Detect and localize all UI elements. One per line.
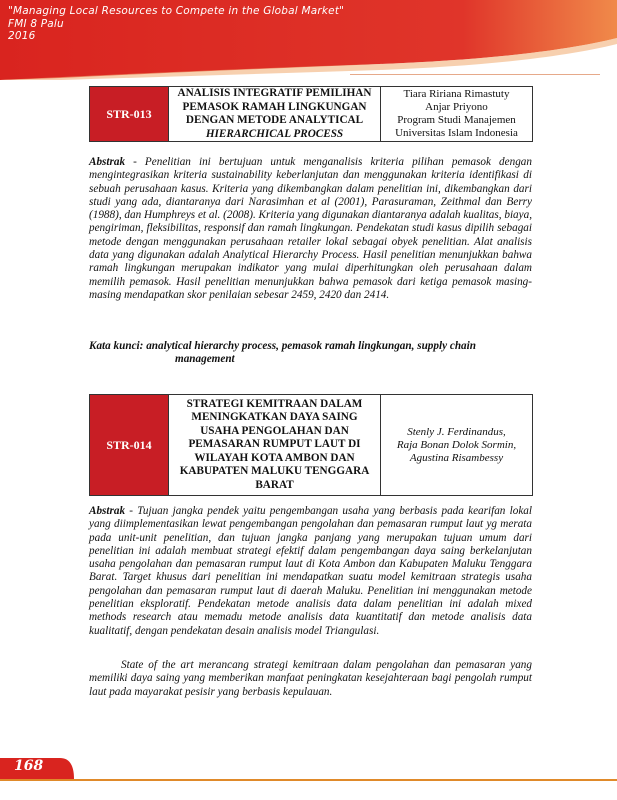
conference-name: FMI 8 Palu [8, 17, 64, 30]
abstract-str-014 [89, 505, 532, 638]
paper-entry-str-014 [89, 394, 533, 496]
conference-theme: "Managing Local Resources to Compete in the Global Market" [8, 5, 345, 17]
keywords-text-cont: management [175, 353, 235, 366]
keywords-label: Kata kunci: [89, 340, 144, 352]
paper-entry-str-013 [89, 86, 533, 142]
abstract-str-014-continued: State of the art merancang strategi kemitraan dalam pengolahan dan pemasaran yang memiliki daya saing yang memberikan manfaat peningkatan kesejahteraan bagi pengolah rumput laut pada mayarakat pesisir yang berbasis kepulauan. [89, 659, 532, 698]
abstract-label: Abstrak [89, 156, 126, 168]
header-divider [350, 74, 600, 75]
page-number-badge [0, 752, 90, 782]
abstract-text: - Tujuan jangka pendek yaitu pengembangan usaha yang berbasis pada kearifan lokal yang diimplementasikan lewat pengembangan pengolahan dan pemasaran rumput laut yg merata pada unit-unit penelitian, dan tujuan jangka panjang yang merupakan tujuan umum dari penelitian ini adalah membuat strategi efektif dalam pengembangan daya saing berkelanjutan usaha pengolahan dan pemasaran rumput laut di Kota Ambon dan Kabupaten Maluku Tenggara Barat. Target khusus dari penelitian ini mendapatkan suatu model kemitraan strategis usaha pengolahan dan pemasaran rumput laut di daerah Maluku. Penelitian ini menggunakan metode penelitian eksploratif. Pendekatan metode analisis data dalam penelitian ini adalah mixed methods research atau memadu metode analisis data kuantitatif dan metode analisis data kualitatif, dengan pendekatan desain analisis model Triangulasi. [89, 505, 532, 637]
header-text [8, 5, 344, 43]
abstract-str-013 [89, 156, 532, 302]
paper-authors: Stenly J. Ferdinandus, Raja Bonan Dolok Sormin, Agustina Risambessy [381, 395, 533, 496]
paper-title: STRATEGI KEMITRAAN DALAM MENINGKATKAN DAYA SAING USAHA PENGOLAHAN DAN PEMASARAN RUMPUT LAUT DI WILAYAH KOTA AMBON DAN KABUPATEN MALUKU TENGGARA BARAT [169, 395, 381, 496]
abstract-label: Abstrak [89, 505, 126, 517]
conference-year: 2016 [8, 30, 36, 42]
paper-code: STR-013 [90, 87, 169, 142]
page-number: 168 [14, 758, 44, 774]
paper-title: ANALISIS INTEGRATIF PEMILIHAN PEMASOK RAMAH LINGKUNGAN DENGAN METODE ANALYTICAL HIERARCHICAL PROCESS [169, 87, 381, 142]
keywords-text: analytical hierarchy process, pemasok ramah lingkungan, supply chain [143, 340, 476, 352]
abstract-text: - Penelitian ini bertujuan untuk menganalisis kriteria pilihan pemasok dengan mengintegrasikan kriteria sustainability keberlanjutan dan menggunakan kriteria identifikasi di sebuah perusahaan kasus. Kriteria yang dikembangkan dalam penelitian ini, dikembangkan dari studi yang ada, diantaranya dari Narasimhan et al (2001), Parasuraman, Zeithmal dan Berry (1988), dan Humphreys et al. (2008). Kriteria yang digunakan diantaranya adalah kualitas, biaya, pengiriman, fleksibilitas, responsif dan ramah lingkungan. Pendekatan studi kasus dipilih sebagai metode dengan menggunakan perusahaan retailer lokal sebagai obyek penelitian. Alat analisis data yang digunakan adalah Analytical Hierarchy Process. Hasil penelitian menunjukkan bahwa ramah lingkungan merupakan indikator yang mulai diperhitungkan oleh perusahaan dalam memilih pemasok. Hasil penelitian menunjukkan bahwa pemasok dari ketiga pemasok masing-masing mendapatkan skor penilaian sebesar 2459, 2420 dan 2414. [89, 156, 532, 301]
header-band [0, 0, 617, 80]
paper-authors: Tiara Ririana Rimastuty Anjar Priyono Program Studi Manajemen Universitas Islam Indonesia [381, 87, 533, 142]
footer-rule [0, 779, 617, 781]
keywords [89, 340, 532, 367]
paper-code: STR-014 [90, 395, 169, 496]
